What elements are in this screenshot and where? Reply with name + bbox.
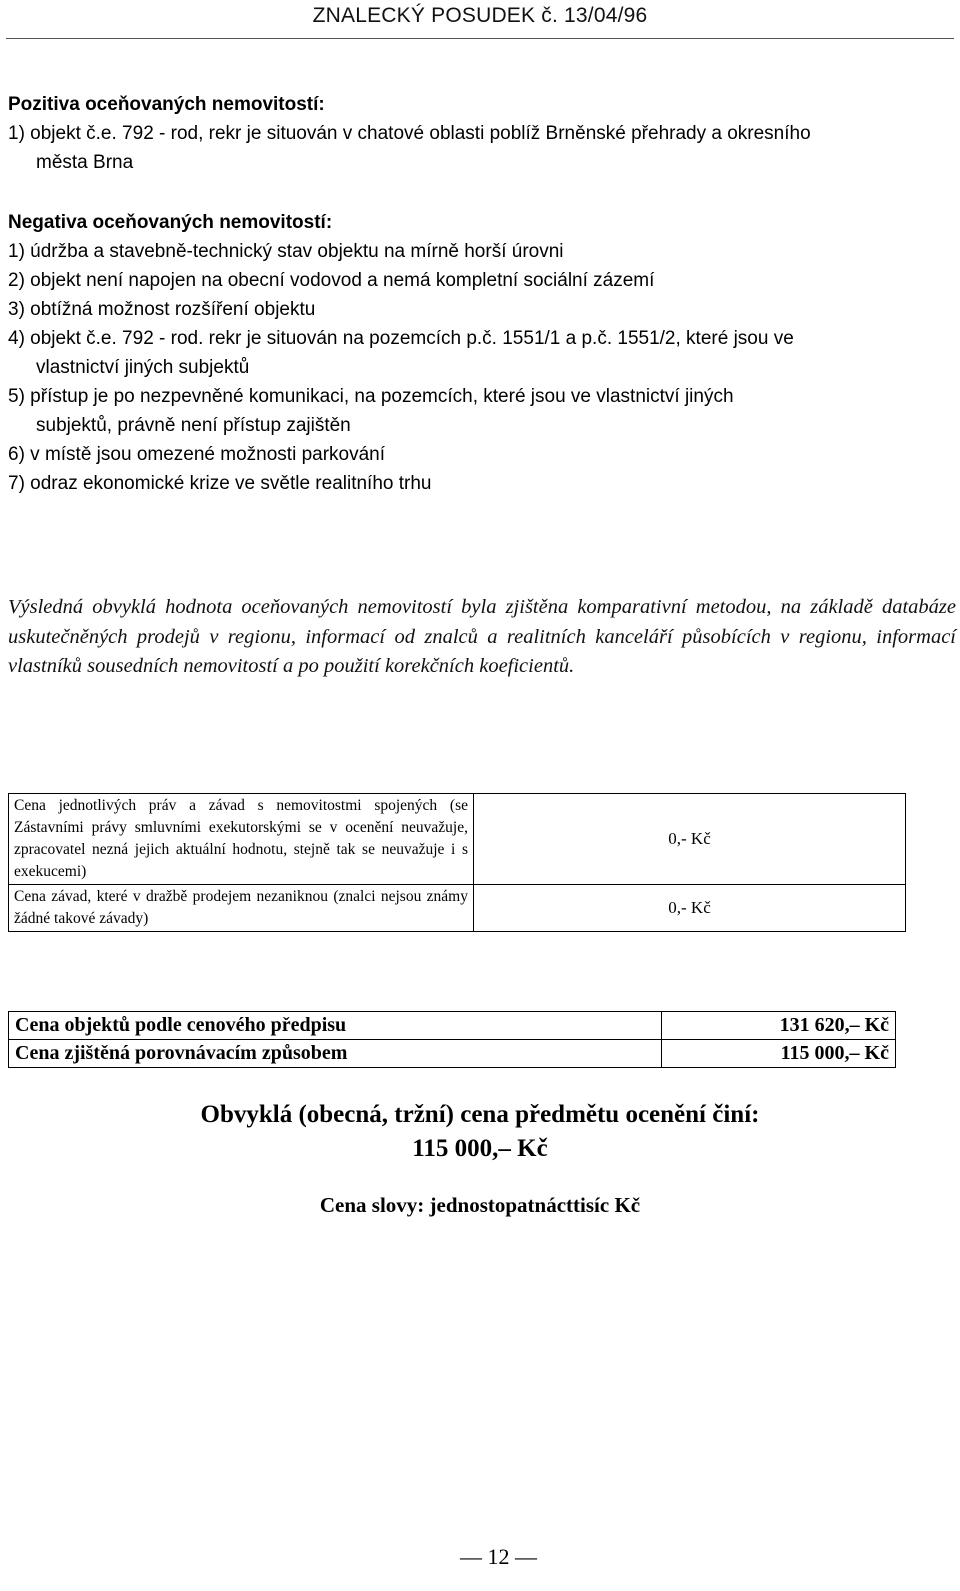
summary-label: Cena objektů podle cenového předpisu	[9, 1012, 662, 1040]
negative-item-2: 2) objekt není napojen na obecní vodovod a nemá kompletní sociální zázemí	[8, 270, 655, 291]
table-row	[9, 885, 906, 932]
price-in-words: Cena slovy: jednostopatnácttisíc Kč	[319, 1193, 641, 1217]
negative-item-7: 7) odraz ekonomické krize ve světle realitního trhu	[8, 473, 432, 494]
final-price-label: Obvyklá (obecná, tržní) cena předmětu ocenění činí:	[200, 1101, 760, 1128]
negatives-section	[8, 208, 952, 498]
final-price-amount: 115 000,– Kč	[412, 1135, 548, 1162]
encumbrance-value: 0,- Kč	[474, 885, 906, 932]
encumbrance-description: Cena závad, které v dražbě prodejem nezaniknou (znalci nejsou známy žádné takové závady)	[9, 885, 474, 932]
positives-heading: Pozitiva oceňovaných nemovitostí:	[8, 94, 325, 115]
negative-item-5-cont: subjektů, právně není přístup zajištěn	[36, 415, 351, 436]
encumbrance-value: 0,- Kč	[474, 794, 906, 885]
price-summary-table	[8, 1011, 896, 1068]
negative-item-6: 6) v místě jsou omezené možnosti parkování	[8, 444, 386, 465]
summary-amount: 131 620,– Kč	[662, 1012, 896, 1040]
summary-label: Cena zjištěná porovnávacím způsobem	[9, 1040, 662, 1068]
positives-section	[8, 90, 952, 177]
encumbrance-description: Cena jednotlivých práv a závad s nemovitostmi spojených (se Zástavními právy smluvními exekutorskými se v ocenění neuvažuje, zpracovatel nezná jejich aktuální hodnotu, stejně tak se neuvažuje i s exekucemi)	[9, 794, 474, 885]
table-row	[9, 1012, 896, 1040]
summary-amount: 115 000,– Kč	[662, 1040, 896, 1068]
negative-item-4: 4) objekt č.e. 792 - rod. rekr je situován na pozemcích p.č. 1551/1 a p.č. 1551/2, které jsou ve	[8, 328, 794, 349]
table-row	[9, 794, 906, 885]
negatives-heading: Negativa oceňovaných nemovitostí:	[8, 212, 333, 233]
positive-item-1-cont: města Brna	[36, 152, 134, 173]
negative-item-1: 1) údržba a stavebně-technický stav objektu na mírně horší úrovni	[8, 241, 564, 262]
valuation-conclusion: Výsledná obvyklá hodnota oceňovaných nemovitostí byla zjištěna komparativní metodou, na základě databáze uskutečněných prodejů v regionu, informací od znalců a realitních kanceláří působících v regionu, informací vlastníků sousedních nemovitostí a po použití korekčních koeficientů.	[8, 596, 956, 677]
negative-item-5: 5) přístup je po nezpevněné komunikaci, na pozemcích, které jsou ve vlastnictví jiných	[8, 386, 734, 407]
document-header: ZNALECKÝ POSUDEK č. 13/04/96	[312, 4, 648, 27]
negative-item-3: 3) obtížná možnost rozšíření objektu	[8, 299, 316, 320]
encumbrances-table	[8, 793, 906, 932]
table-row	[9, 1040, 896, 1068]
positive-item-1: 1) objekt č.e. 792 - rod, rekr je situován v chatové oblasti poblíž Brněnské přehrady a okresního	[8, 123, 811, 144]
negative-item-4-cont: vlastnictví jiných subjektů	[36, 357, 250, 378]
header-divider	[6, 38, 954, 39]
page-number: — 12 —	[460, 1544, 537, 1569]
